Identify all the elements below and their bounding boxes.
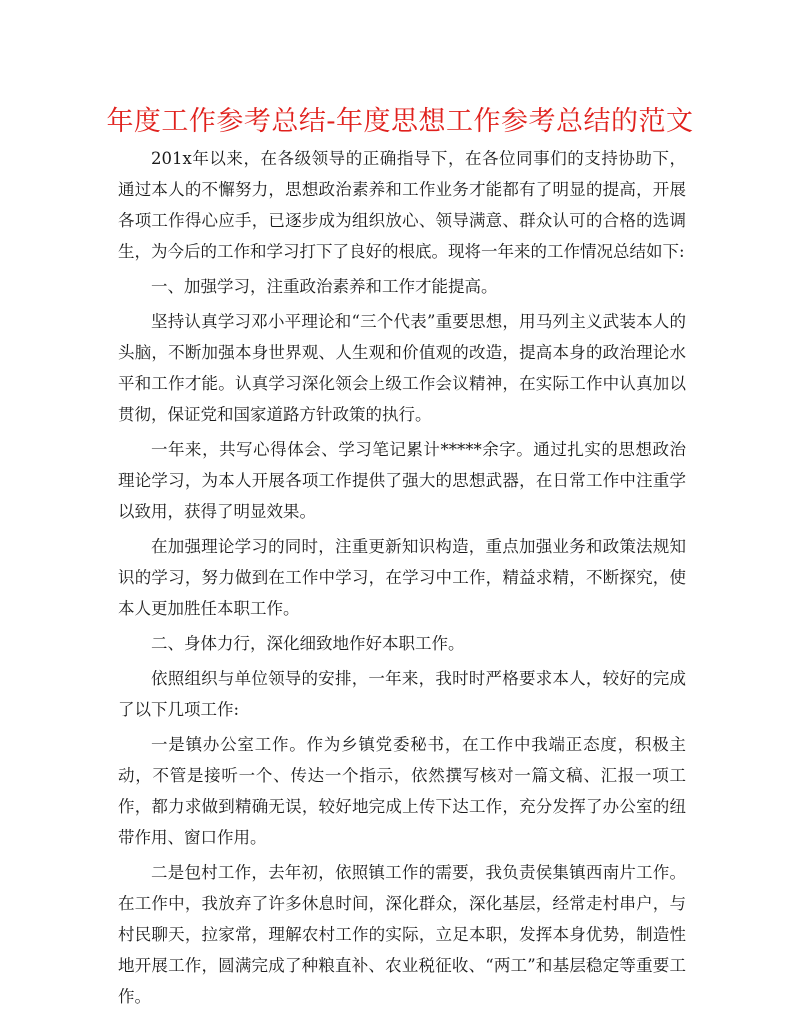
document-body bbox=[118, 143, 686, 1016]
paragraph-village-work: 二是包村工作，去年初，依照镇工作的需要，我负责侯集镇西南片工作。在工作中，我放弃了许多休息时间，深化群众，深化基层，经常走村串户，与村民聊天，拉家常，理解农村工作的实际，立足本职，发挥本身优势，制造性地开展工作，圆满完成了种粮直补、农业税征收、“两工”和基层稳定等重要工作。 bbox=[118, 863, 686, 1006]
paragraph-notes: 一年来，共写心得体会、学习笔记累计*****余字。通过扎实的思想政治理论学习，为本人开展各项工作提供了强大的思想武器，在日常工作中注重学以致用，获得了明显效果。 bbox=[118, 440, 686, 521]
paragraph-arrangement: 依照组织与单位领导的安排，一年来，我时时严格要求本人，较好的完成了以下几项工作: bbox=[118, 669, 686, 719]
document-title: 年度工作参考总结-年度思想工作参考总结的范文 bbox=[106, 106, 694, 137]
paragraph-study-theory: 坚持认真学习邓小平理论和“三个代表”重要思想，用马列主义武装本人的头脑，不断加强本身世界观、人生观和价值观的改造，提高本身的政治理论水平和工作才能。认真学习深化领会上级工作会议精神，在实际工作中认真加以贯彻，保证党和国家道路方针政策的执行。 bbox=[118, 312, 686, 424]
paragraph-intro: 201x年以来，在各级领导的正确指导下，在各位同事们的支持协助下，通过本人的不懈努力，思想政治素养和工作业务才能都有了明显的提高，开展各项工作得心应手，已逐步成为组织放心、领导满意、群众认可的合格的选调生，为今后的工作和学习打下了良好的根底。现将一年来的工作情况总结如下: bbox=[118, 149, 686, 261]
section-heading-1: 一、加强学习，注重政治素养和工作才能提高。 bbox=[151, 277, 498, 296]
section-heading-2: 二、身体力行，深化细致地作好本职工作。 bbox=[151, 634, 465, 653]
paragraph-knowledge: 在加强理论学习的同时，注重更新知识构造，重点加强业务和政策法规知识的学习，努力做到在工作中学习，在学习中工作，精益求精，不断探究，使本人更加胜任本职工作。 bbox=[118, 537, 686, 618]
paragraph-office-work: 一是镇办公室工作。作为乡镇党委秘书，在工作中我端正态度，积极主动，不管是接听一个、传达一个指示，依然撰写核对一篇文稿、汇报一项工作，都力求做到精确无误，较好地完成上传下达工作，充分发挥了办公室的纽带作用、窗口作用。 bbox=[118, 735, 686, 847]
